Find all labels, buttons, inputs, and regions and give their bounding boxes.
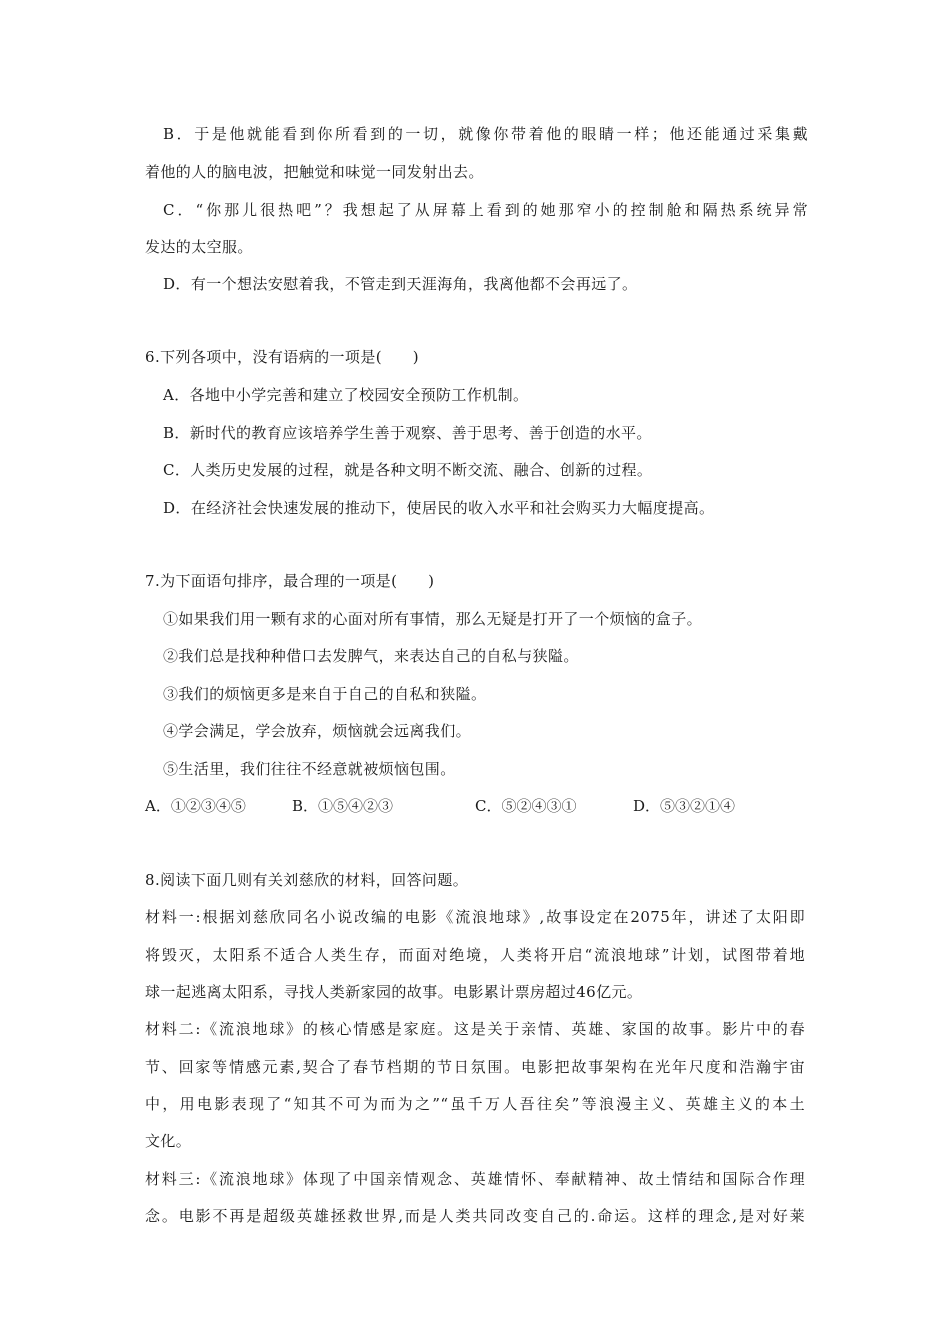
q5-option-d: D．有一个想法安慰着我，不管走到天涯海角，我离他都不会再远了。 [163,275,638,293]
q7-sentence-1: ①如果我们用一颗有求的心面对所有事情，那么无疑是打开了一个烦恼的盒子。 [163,610,703,628]
q8-material-1-line2: 将毁灭，太阳系不适合人类生存，而面对绝境，人类将开启“流浪地球”计划，试图带着地 [145,946,805,964]
q6-stem: 6.下列各项中，没有语病的一项是( ) [145,348,420,366]
q8-material-2-line3: 中，用电影表现了“知其不可为而为之”“虽千万人吾往矣”等浪漫主义、英雄主义的本土 [145,1095,805,1113]
q7-sentence-2: ②我们总是找种种借口去发脾气，来表达自己的自私与狭隘。 [163,647,579,665]
q5-option-b-line1: B．于是他就能看到你所看到的一切，就像你带着他的眼睛一样；他还能通过采集戴 [163,125,808,143]
q7-option-c: C．⑤②④③① [475,797,577,815]
q6-option-d: D．在经济社会快速发展的推动下，使居民的收入水平和社会购买力大幅度提高。 [163,499,715,517]
q8-stem: 8.阅读下面几则有关刘慈欣的材料，回答问题。 [145,871,469,889]
q5-option-b-line2: 着他的人的脑电波，把触觉和味觉一同发射出去。 [145,163,484,181]
q7-option-a: A．①②③④⑤ [145,797,246,815]
q6-option-c: C．人类历史发展的过程，就是各种文明不断交流、融合、创新的过程。 [163,461,653,479]
q7-sentence-3: ③我们的烦恼更多是来自于自己的自私和狭隘。 [163,685,487,703]
q7-option-d: D．⑤③②①④ [633,797,736,815]
q8-material-3-line2: 念。电影不再是超级英雄拯救世界,而是人类共同改变自己的.命运。这样的理念,是对好莱 [145,1207,805,1225]
q8-material-3-line1: 材料三:《流浪地球》体现了中国亲情观念、英雄情怀、奉献精神、故土情结和国际合作理 [145,1170,805,1188]
q7-sentence-5: ⑤生活里，我们往往不经意就被烦恼包围。 [163,760,456,778]
q7-sentence-4: ④学会满足，学会放弃，烦恼就会远离我们。 [163,722,472,740]
q7-stem: 7.为下面语句排序，最合理的一项是( ) [145,572,435,590]
q8-material-2-line1: 材料二:《流浪地球》的核心情感是家庭。这是关于亲情、英雄、家国的故事。影片中的春 [145,1020,805,1038]
q5-option-c-line1: C．“你那儿很热吧”？我想起了从屏幕上看到的她那窄小的控制舱和隔热系统异常 [163,201,808,219]
q8-material-2-line4: 文化。 [145,1132,192,1150]
q8-material-2-line2: 节、回家等情感元素,契合了春节档期的节日氛围。电影把故事架构在光年尺度和浩瀚宇宙 [145,1058,805,1076]
q8-material-1-line3: 球一起逃离太阳系，寻找人类新家园的故事。电影累计票房超过46亿元。 [145,983,643,1001]
q6-option-b: B．新时代的教育应该培养学生善于观察、善于思考、善于创造的水平。 [163,424,652,442]
q6-option-a: A．各地中小学完善和建立了校园安全预防工作机制。 [163,386,529,404]
q7-option-b: B．①⑤④②③ [292,797,394,815]
q5-option-c-line2: 发达的太空服。 [145,238,253,256]
q8-material-1-line1: 材料一:根据刘慈欣同名小说改编的电影《流浪地球》,故事设定在2075年，讲述了太阳即 [145,908,805,926]
